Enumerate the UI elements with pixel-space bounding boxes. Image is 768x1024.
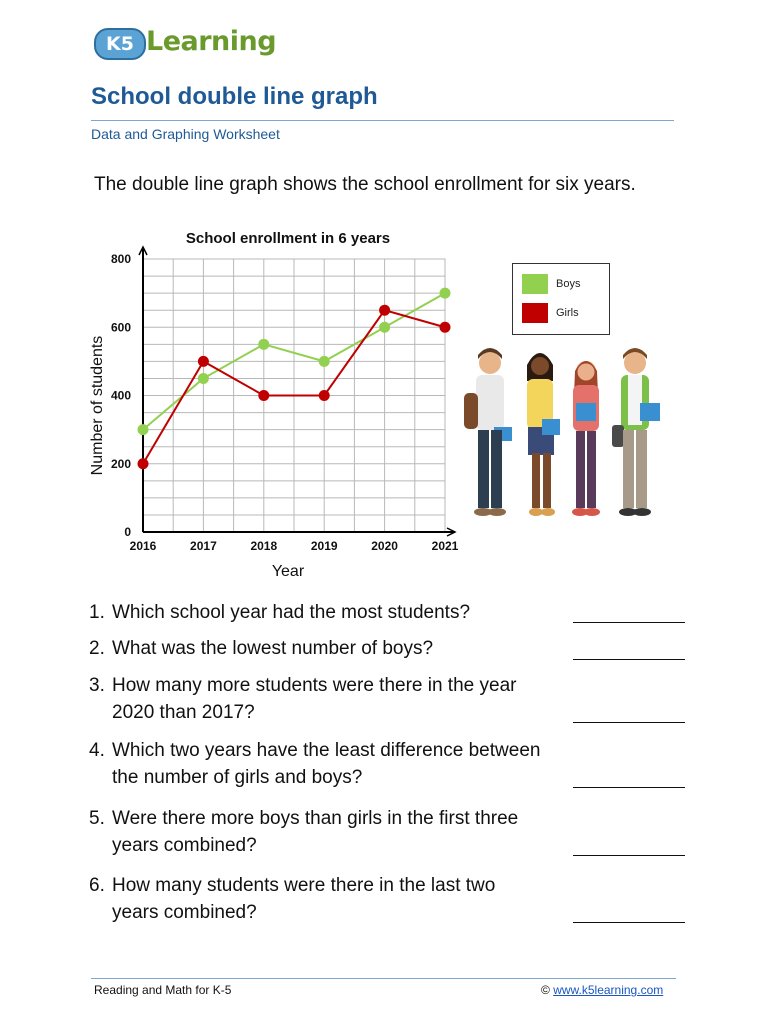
copyright-symbol: © bbox=[541, 983, 550, 997]
chart-legend bbox=[512, 263, 610, 335]
question-text-cont: years combined? bbox=[112, 902, 257, 923]
data-point-boys bbox=[379, 322, 390, 333]
logo-text: Learning bbox=[146, 26, 277, 57]
chart-title: School enrollment in 6 years bbox=[185, 230, 391, 247]
data-point-girls bbox=[138, 458, 149, 469]
page-title: School double line graph bbox=[91, 83, 378, 110]
question-4 bbox=[89, 737, 540, 791]
data-point-boys bbox=[258, 339, 269, 350]
data-point-girls bbox=[198, 356, 209, 367]
intro-text: The double line graph shows the school enrollment for six years. bbox=[94, 174, 636, 195]
question-number: 5. bbox=[89, 808, 105, 829]
y-axis-title: Number of students bbox=[89, 335, 106, 476]
answer-blank-5[interactable] bbox=[573, 855, 685, 856]
enrollment-line-chart bbox=[80, 222, 480, 582]
legend-swatch-boys bbox=[522, 274, 548, 294]
question-text: How many students were there in the last two bbox=[112, 875, 496, 896]
legend-item-boys bbox=[522, 273, 580, 295]
student-figure-4 bbox=[612, 348, 660, 516]
answer-blank-1[interactable] bbox=[573, 622, 685, 623]
data-point-boys bbox=[440, 288, 451, 299]
question-number: 4. bbox=[89, 740, 105, 761]
footer-tagline: Reading and Math for K-5 bbox=[94, 983, 232, 997]
x-tick-label: 2020 bbox=[371, 539, 398, 553]
page-subtitle: Data and Graphing Worksheet bbox=[91, 126, 280, 142]
data-point-girls bbox=[258, 390, 269, 401]
answer-blank-2[interactable] bbox=[573, 659, 685, 660]
question-6 bbox=[89, 872, 495, 926]
question-number: 1. bbox=[89, 602, 105, 623]
y-tick-label: 800 bbox=[110, 252, 131, 266]
answer-blank-6[interactable] bbox=[573, 922, 685, 923]
data-point-girls bbox=[440, 322, 451, 333]
question-text: Which school year had the most students? bbox=[112, 602, 471, 623]
x-tick-label: 2019 bbox=[310, 539, 338, 553]
x-tick-label: 2016 bbox=[129, 539, 157, 553]
y-tick-label: 200 bbox=[110, 456, 131, 471]
k5-learning-logo bbox=[94, 22, 277, 62]
student-figure-3 bbox=[572, 361, 600, 516]
x-tick-label: 2018 bbox=[250, 539, 278, 553]
student-figure-1 bbox=[464, 348, 512, 516]
question-number: 2. bbox=[89, 638, 105, 659]
question-number: 6. bbox=[89, 875, 105, 896]
question-5 bbox=[89, 805, 518, 859]
question-text-cont: the number of girls and boys? bbox=[112, 767, 363, 788]
y-tick-label: 600 bbox=[110, 320, 131, 335]
question-2 bbox=[89, 635, 433, 662]
answer-blank-3[interactable] bbox=[573, 722, 685, 723]
answer-blank-4[interactable] bbox=[573, 787, 685, 788]
students-illustration bbox=[452, 345, 668, 523]
question-text: How many more students were there in the year bbox=[112, 675, 517, 696]
y-tick-label: 0 bbox=[124, 525, 131, 539]
question-text: Which two years have the least difference between bbox=[112, 740, 541, 761]
x-tick-label: 2017 bbox=[190, 539, 217, 553]
question-1 bbox=[89, 599, 470, 626]
data-point-boys bbox=[319, 356, 330, 367]
title-divider bbox=[91, 120, 674, 121]
question-text: Were there more boys than girls in the first three bbox=[112, 808, 519, 829]
question-3 bbox=[89, 672, 516, 726]
logo-badge: K5 bbox=[94, 28, 146, 60]
y-tick-label: 400 bbox=[110, 388, 131, 403]
question-text-cont: years combined? bbox=[112, 835, 257, 856]
footer-copyright bbox=[541, 983, 663, 997]
legend-label-girls: Girls bbox=[556, 307, 579, 319]
footer-divider bbox=[91, 978, 676, 979]
data-point-boys bbox=[198, 373, 209, 384]
question-text: What was the lowest number of boys? bbox=[112, 638, 434, 659]
website-link[interactable]: www.k5learning.com bbox=[553, 983, 664, 997]
data-point-girls bbox=[319, 390, 330, 401]
student-figure-2 bbox=[527, 353, 560, 516]
data-point-girls bbox=[379, 305, 390, 316]
x-axis-title: Year bbox=[271, 563, 305, 580]
question-number: 3. bbox=[89, 675, 105, 696]
x-tick-label: 2021 bbox=[431, 539, 459, 553]
data-point-boys bbox=[138, 424, 149, 435]
legend-label-boys: Boys bbox=[556, 278, 581, 290]
question-text-cont: 2020 than 2017? bbox=[112, 702, 255, 723]
legend-swatch-girls bbox=[522, 303, 548, 323]
legend-item-girls bbox=[522, 302, 579, 324]
